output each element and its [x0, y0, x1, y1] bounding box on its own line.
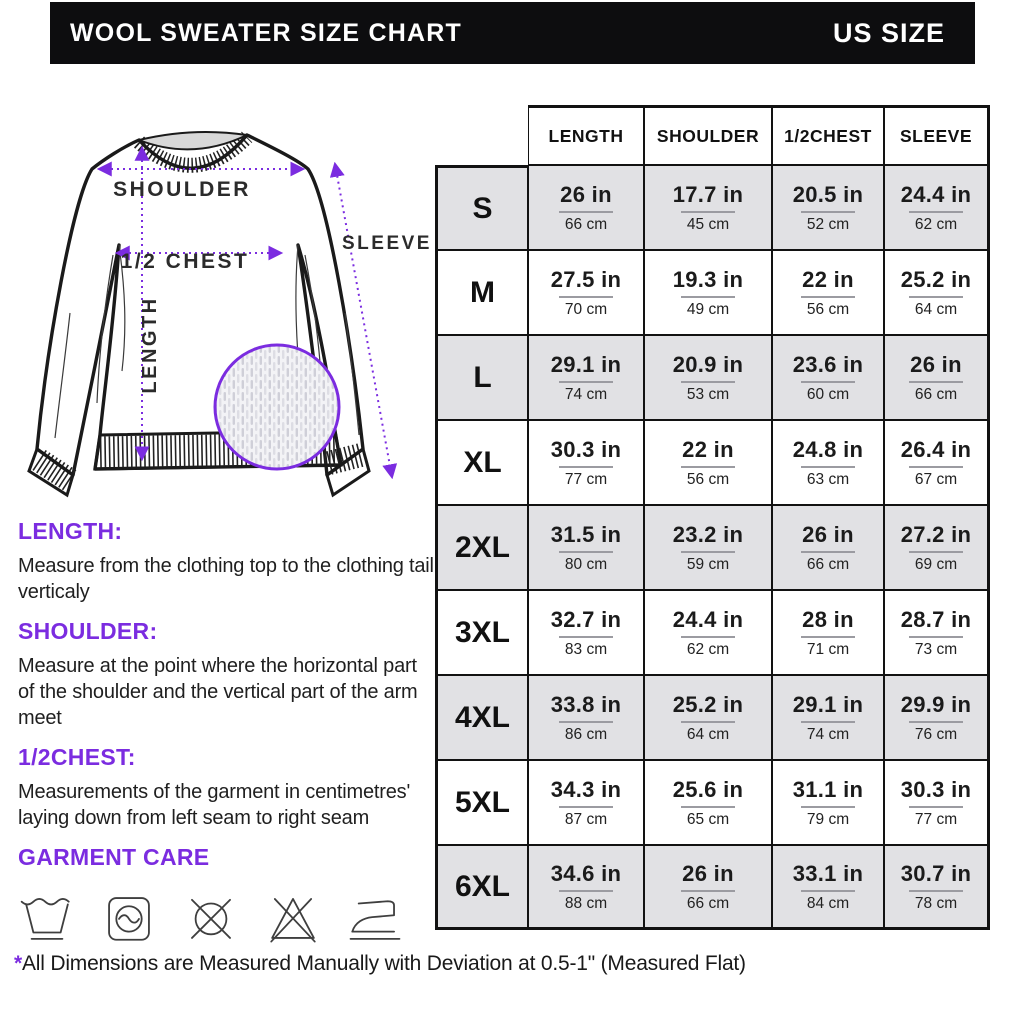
shoulder-description: Measure at the point where the horizontal part of the shoulder and the vertical part of the arm meet: [18, 655, 418, 729]
title-bar: [50, 2, 975, 64]
inches-value: 17.7 in: [672, 181, 744, 207]
measurement-cell: [528, 590, 644, 675]
unit-divider: [681, 211, 735, 213]
measurement-cell: [528, 420, 644, 505]
centimeters-value: 83 cm: [564, 640, 608, 658]
unit-divider: [681, 636, 735, 638]
half-chest-description: Measurements of the garment in centimetres' laying down from left seam to right seam: [18, 781, 411, 829]
measurement-cell: [884, 845, 990, 930]
length-description: Measure from the clothing top to the clothing tail verticaly: [18, 555, 434, 603]
iron-icon: [346, 887, 404, 949]
inches-value: 27.2 in: [900, 521, 972, 547]
centimeters-value: 49 cm: [686, 300, 730, 318]
unit-divider: [681, 721, 735, 723]
unit-divider: [801, 636, 855, 638]
half-chest-heading: 1/2CHEST:: [18, 744, 136, 770]
unit-divider: [559, 466, 613, 468]
inches-value: 25.2 in: [900, 266, 972, 292]
measurement-cell: [528, 165, 644, 250]
unit-divider: [909, 296, 963, 298]
do-not-dry-clean-icon: [182, 887, 240, 949]
size-label: 2XL: [435, 505, 528, 590]
size-label: XL: [435, 420, 528, 505]
inches-value: 22 in: [802, 266, 854, 292]
unit-divider: [681, 381, 735, 383]
measurement-cell: [528, 250, 644, 335]
inches-value: 29.9 in: [900, 691, 972, 717]
unit-divider: [909, 211, 963, 213]
centimeters-value: 62 cm: [914, 215, 958, 233]
unit-divider: [801, 211, 855, 213]
measurement-cell: [884, 590, 990, 675]
inches-value: 20.9 in: [672, 351, 744, 377]
unit-divider: [801, 721, 855, 723]
unit-divider: [909, 466, 963, 468]
unit-divider: [909, 551, 963, 553]
inches-value: 26.4 in: [900, 436, 972, 462]
centimeters-value: 70 cm: [564, 300, 608, 318]
measurement-cell: [884, 675, 990, 760]
measurement-cell: [528, 505, 644, 590]
shoulder-label: SHOULDER: [113, 178, 251, 201]
measurement-cell: [884, 250, 990, 335]
unit-divider: [681, 551, 735, 553]
centimeters-value: 60 cm: [806, 385, 850, 403]
inches-value: 19.3 in: [672, 266, 744, 292]
size-table: [435, 105, 990, 930]
unit-divider: [909, 806, 963, 808]
measurement-cell: [772, 250, 884, 335]
centimeters-value: 77 cm: [564, 470, 608, 488]
unit-divider: [801, 890, 855, 892]
inches-value: 25.2 in: [672, 691, 744, 717]
region-label: US SIZE: [832, 17, 945, 48]
inches-value: 26 in: [910, 351, 962, 377]
unit-divider: [559, 890, 613, 892]
centimeters-value: 52 cm: [806, 215, 850, 233]
size-label: 4XL: [435, 675, 528, 760]
inches-value: 24.4 in: [672, 606, 744, 632]
centimeters-value: 66 cm: [686, 894, 730, 912]
unit-divider: [801, 381, 855, 383]
measurement-cell: [528, 675, 644, 760]
inches-value: 26 in: [802, 521, 854, 547]
measurement-descriptions: [18, 518, 438, 949]
unit-divider: [909, 381, 963, 383]
centimeters-value: 78 cm: [914, 894, 958, 912]
inches-value: 24.8 in: [792, 436, 864, 462]
measurement-cell: [884, 420, 990, 505]
centimeters-value: 45 cm: [686, 215, 730, 233]
unit-divider: [559, 381, 613, 383]
centimeters-value: 76 cm: [914, 725, 958, 743]
centimeters-value: 69 cm: [914, 555, 958, 573]
centimeters-value: 84 cm: [806, 894, 850, 912]
measurement-cell: [884, 165, 990, 250]
measurement-cell: [644, 335, 772, 420]
unit-divider: [559, 551, 613, 553]
measurement-cell: [528, 760, 644, 845]
inches-value: 27.5 in: [550, 266, 622, 292]
measurement-cell: [644, 250, 772, 335]
centimeters-value: 74 cm: [806, 725, 850, 743]
centimeters-value: 87 cm: [564, 810, 608, 828]
measurement-cell: [644, 760, 772, 845]
unit-divider: [909, 721, 963, 723]
inches-value: 28.7 in: [900, 606, 972, 632]
unit-divider: [681, 806, 735, 808]
inches-value: 31.1 in: [792, 776, 864, 802]
size-label: S: [435, 165, 528, 250]
unit-divider: [559, 636, 613, 638]
centimeters-value: 66 cm: [914, 385, 958, 403]
measurement-cell: [772, 760, 884, 845]
centimeters-value: 64 cm: [686, 725, 730, 743]
inches-value: 33.8 in: [550, 691, 622, 717]
size-label: 6XL: [435, 845, 528, 930]
inches-value: 22 in: [682, 436, 734, 462]
measurement-cell: [644, 675, 772, 760]
inches-value: 32.7 in: [550, 606, 622, 632]
inches-value: 29.1 in: [550, 351, 622, 377]
centimeters-value: 71 cm: [806, 640, 850, 658]
inches-value: 31.5 in: [550, 521, 622, 547]
measurement-cell: [772, 335, 884, 420]
measurement-cell: [772, 505, 884, 590]
measurement-cell: [772, 420, 884, 505]
table-corner: [435, 105, 528, 165]
inches-value: 26 in: [682, 860, 734, 886]
column-header: 1/2CHEST: [772, 105, 884, 165]
centimeters-value: 62 cm: [686, 640, 730, 658]
unit-divider: [801, 296, 855, 298]
measurement-cell: [644, 420, 772, 505]
measurement-cell: [772, 165, 884, 250]
do-not-bleach-icon: [264, 887, 322, 949]
centimeters-value: 59 cm: [686, 555, 730, 573]
measurement-cell: [884, 760, 990, 845]
inches-value: 20.5 in: [792, 181, 864, 207]
unit-divider: [801, 806, 855, 808]
half-chest-label: 1/2 CHEST: [120, 250, 250, 273]
measurement-cell: [772, 845, 884, 930]
measurement-cell: [528, 335, 644, 420]
measurement-cell: [644, 505, 772, 590]
centimeters-value: 56 cm: [806, 300, 850, 318]
centimeters-value: 66 cm: [806, 555, 850, 573]
centimeters-value: 53 cm: [686, 385, 730, 403]
inches-value: 34.3 in: [550, 776, 622, 802]
footnote: [14, 952, 746, 976]
unit-divider: [801, 551, 855, 553]
centimeters-value: 73 cm: [914, 640, 958, 658]
measurement-cell: [884, 505, 990, 590]
unit-divider: [559, 296, 613, 298]
measurement-cell: [884, 335, 990, 420]
centimeters-value: 77 cm: [914, 810, 958, 828]
centimeters-value: 63 cm: [806, 470, 850, 488]
wash-tub-icon: [18, 887, 76, 949]
sleeve-label: SLEEVE: [342, 233, 432, 254]
centimeters-value: 64 cm: [914, 300, 958, 318]
unit-divider: [681, 466, 735, 468]
inches-value: 30.3 in: [550, 436, 622, 462]
centimeters-value: 74 cm: [564, 385, 608, 403]
garment-care-icons: [18, 887, 438, 949]
unit-divider: [909, 636, 963, 638]
column-header: SHOULDER: [644, 105, 772, 165]
unit-divider: [559, 211, 613, 213]
inches-value: 30.3 in: [900, 776, 972, 802]
inches-value: 28 in: [802, 606, 854, 632]
inches-value: 23.6 in: [792, 351, 864, 377]
inches-value: 24.4 in: [900, 181, 972, 207]
size-label: 3XL: [435, 590, 528, 675]
inches-value: 25.6 in: [672, 776, 744, 802]
unit-divider: [559, 721, 613, 723]
centimeters-value: 65 cm: [686, 810, 730, 828]
centimeters-value: 66 cm: [564, 215, 608, 233]
size-label: M: [435, 250, 528, 335]
measurement-cell: [644, 165, 772, 250]
unit-divider: [681, 296, 735, 298]
size-label: L: [435, 335, 528, 420]
footnote-text: All Dimensions are Measured Manually with Deviation at 0.5-1" (Measured Flat): [21, 952, 746, 975]
size-label: 5XL: [435, 760, 528, 845]
centimeters-value: 67 cm: [914, 470, 958, 488]
machine-wash-icon: [100, 887, 158, 949]
measurement-cell: [528, 845, 644, 930]
centimeters-value: 56 cm: [686, 470, 730, 488]
page-title: WOOL SWEATER SIZE CHART: [70, 18, 462, 47]
unit-divider: [681, 890, 735, 892]
centimeters-value: 79 cm: [806, 810, 850, 828]
shoulder-heading: SHOULDER:: [18, 618, 158, 644]
unit-divider: [909, 890, 963, 892]
measurement-cell: [772, 590, 884, 675]
inches-value: 34.6 in: [550, 860, 622, 886]
unit-divider: [801, 466, 855, 468]
measurement-cell: [644, 845, 772, 930]
length-heading: LENGTH:: [18, 518, 123, 544]
inches-value: 33.1 in: [792, 860, 864, 886]
measurement-cell: [772, 675, 884, 760]
centimeters-value: 88 cm: [564, 894, 608, 912]
column-header: LENGTH: [528, 105, 644, 165]
centimeters-value: 86 cm: [564, 725, 608, 743]
centimeters-value: 80 cm: [564, 555, 608, 573]
sweater-diagram: [15, 103, 435, 517]
inches-value: 30.7 in: [900, 860, 972, 886]
garment-care-heading: GARMENT CARE: [18, 844, 210, 870]
footnote-asterisk: *: [14, 952, 22, 975]
length-label: LENGTH: [139, 296, 161, 394]
column-header: SLEEVE: [884, 105, 990, 165]
fabric-swatch-circle: [215, 345, 339, 469]
unit-divider: [559, 806, 613, 808]
measurement-cell: [644, 590, 772, 675]
inches-value: 23.2 in: [672, 521, 744, 547]
inches-value: 26 in: [560, 181, 612, 207]
inches-value: 29.1 in: [792, 691, 864, 717]
